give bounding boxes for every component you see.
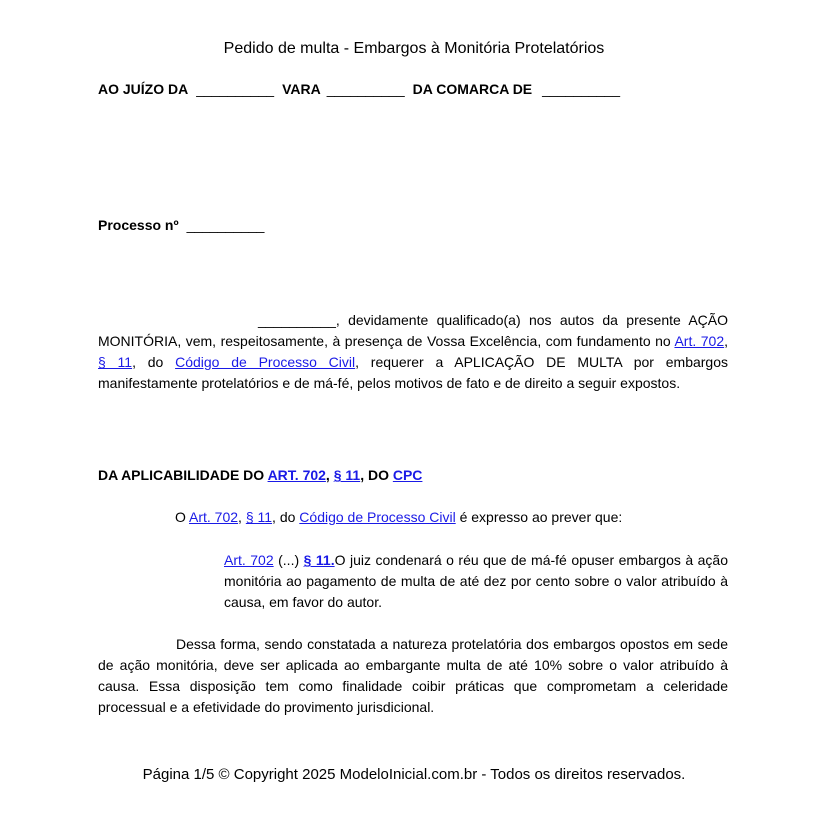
paragraph-11-link[interactable]: § 11.	[303, 552, 335, 568]
conclusion-paragraph	[98, 634, 728, 718]
article-702-link[interactable]: Art. 702	[674, 333, 725, 349]
section-heading	[98, 467, 422, 483]
party-blank: __________	[258, 312, 336, 328]
quote-ellipsis: (...)	[273, 552, 304, 568]
legal-intro-line	[175, 509, 622, 525]
separator: ,	[325, 467, 334, 483]
article-702-link[interactable]: Art. 702	[189, 509, 239, 525]
conclusion-text: Dessa forma, sendo constatada a natureza protelatória dos embargos opostos em sede de ação monitória, deve ser aplicada ao embargante multa de até 10% sobre o valor atribuído à causa. Essa disposição tem como finalidade coibir práticas que comprometam a celeridade processual e a efetividade do provimento jurisdicional.	[98, 636, 728, 715]
intro-text: , do	[272, 509, 300, 525]
paragraph-text: , do	[132, 354, 176, 370]
document-title: Pedido de multa - Embargos à Monitória Protelatórios	[223, 40, 605, 57]
paragraph-11-link[interactable]: § 11	[245, 509, 273, 525]
court-label: AO JUÍZO DA	[98, 81, 189, 97]
separator: ,	[724, 333, 728, 349]
cpc-link[interactable]: CPC	[392, 467, 423, 483]
process-number-line	[98, 217, 264, 233]
paragraph-11-link[interactable]: § 11	[98, 354, 133, 370]
court-blank: __________	[196, 81, 275, 97]
comarca-label: DA COMARCA DE	[412, 81, 533, 97]
vara-blank: __________	[326, 81, 405, 97]
cpc-link[interactable]: Código de Processo Civil	[175, 354, 356, 370]
court-addressing-line	[98, 81, 620, 97]
article-702-link[interactable]: Art. 702	[224, 552, 274, 568]
intro-text: é expresso ao prever que:	[455, 509, 623, 525]
quote-text: O juiz condenará o réu que de má-fé opuser embargos à ação monitória ao pagamento de multa de até dez por cento sobre o valor atribuído à causa, em favor do autor.	[224, 552, 728, 610]
cpc-link[interactable]: Código de Processo Civil	[299, 509, 456, 525]
section-heading-text: DA APLICABILIDADE DO	[98, 467, 268, 483]
process-label: Processo nº	[98, 217, 179, 233]
intro-text: O	[175, 509, 190, 525]
section-heading-text: , DO	[360, 467, 393, 483]
paragraph-text: , devidamente qualificado(a) nos autos da presente AÇÃO MONITÓRIA, vem, respeitosamente, à presença de Vossa Excelência, com fundamento no	[98, 312, 728, 349]
vara-label: VARA	[282, 81, 321, 97]
comarca-blank: __________	[542, 81, 621, 97]
legal-citation-quote	[224, 550, 728, 613]
request-paragraph	[98, 310, 728, 394]
page-footer: Página 1/5 © Copyright 2025 ModeloInicial.com.br - Todos os direitos reservados.	[142, 766, 686, 783]
paragraph-text: , requerer a APLICAÇÃO DE MULTA por embargos manifestamente protelatórios e de má-fé, pelos motivos de fato e de direito a seguir expostos.	[98, 354, 728, 391]
separator: ,	[238, 509, 246, 525]
article-702-link[interactable]: ART. 702	[267, 467, 326, 483]
paragraph-11-link[interactable]: § 11	[333, 467, 361, 483]
process-blank: __________	[186, 217, 265, 233]
